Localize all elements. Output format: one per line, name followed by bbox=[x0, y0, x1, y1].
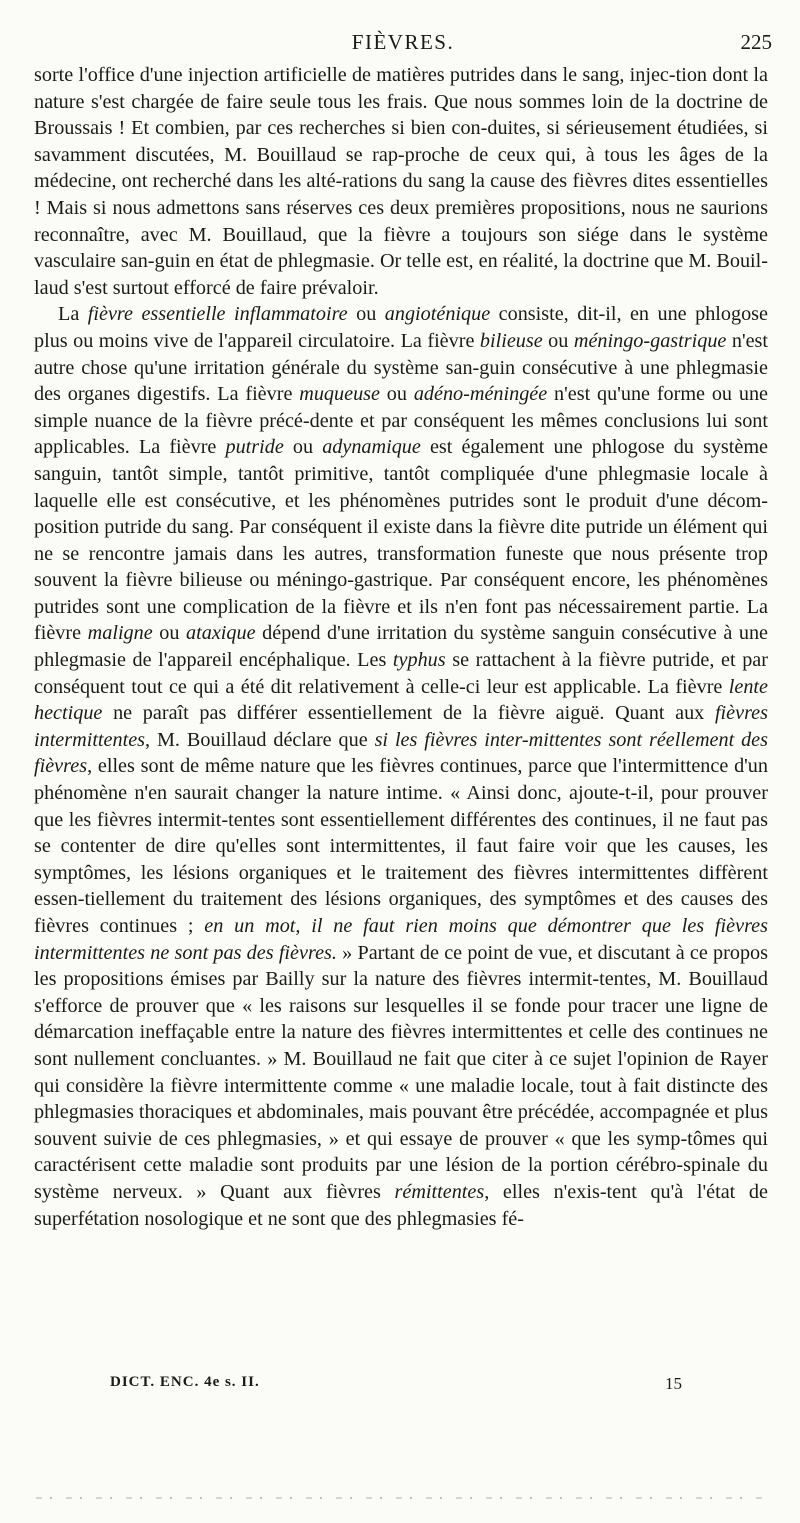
text-run: ou bbox=[347, 303, 385, 326]
printer-signature: DICT. ENC. 4e s. II. bbox=[110, 1374, 260, 1390]
text-run: dépend d'une irritation du système sanguin consécutive à une phlegmasie de l'appareil encéphalique. Les bbox=[34, 622, 768, 672]
italic-term: typhus bbox=[392, 649, 446, 672]
text-run: se rattachent à la fièvre putride, et par conséquent tout ce qui a été dit relativement à celle-ci leur est applicable. La fièvre bbox=[34, 649, 768, 698]
italic-term: adynamique bbox=[322, 436, 421, 459]
scan-artifact-line bbox=[36, 1497, 764, 1499]
text-run: ou bbox=[542, 329, 574, 352]
italic-term: fièvre essentielle inflammatoire bbox=[87, 303, 348, 326]
text-run: est également une phlogose du système sanguin, tantôt simple, tantôt primitive, tantôt compliquée d'une phlegmasie locale à laquelle elle est consécutive, et les phénomènes putrides sont le produit d'une décom-position putride du sang. Par conséquent il existe dans la fièvre dite putride un élément qui ne se rencontre jamais dans les autres, transformation funeste que nous présente trop souvent la fièvre bilieuse ou méningo-gastrique. Par conséquent encore, les phénomènes putrides sont une complication de la fièvre et ils n'en font pas nécessairement partie. La fièvre bbox=[34, 436, 769, 645]
text-run: La bbox=[58, 303, 88, 326]
italic-term: adéno-méningée bbox=[413, 383, 548, 406]
text-run: , elles n'exis-tent qu'à l'état de superfétation nosologique et ne sont que des phlegmasies fé- bbox=[34, 1180, 768, 1230]
sheet-number: 15 bbox=[665, 1374, 682, 1393]
page-header bbox=[34, 30, 772, 60]
text-run: ou bbox=[283, 436, 323, 459]
text-run: ou bbox=[152, 622, 187, 645]
italic-term: ataxique bbox=[186, 622, 256, 645]
text-run: ou bbox=[379, 383, 414, 406]
italic-term: maligne bbox=[87, 622, 153, 645]
text-run: ne paraît pas différer essentiellement de la fièvre aiguë. Quant aux bbox=[102, 702, 715, 725]
italic-term: en un mot, il ne faut rien moins que démontrer que les fièvres intermittentes ne sont pas des fièvres. bbox=[34, 915, 768, 964]
page-number: 225 bbox=[740, 30, 772, 54]
paragraph bbox=[34, 62, 768, 301]
italic-term: muqueuse bbox=[299, 383, 380, 406]
italic-term: lente hectique bbox=[34, 675, 768, 725]
italic-term: putride bbox=[225, 436, 284, 459]
text-run: » Partant de ce point de vue, et discutant à ce propos les propositions émises par Bailly sur la nature des fièvres intermit-tentes, M. Bouillaud s'efforce de prouver que « les raisons sur lesquelles il se fonde pour tracer une ligne de démarcation ineffaçable entre la nature des fièvres intermittentes et celle des continues ne sont nullement concluantes. » M. Bouillaud ne fait que citer à ce sujet l'opinion de Rayer qui considère la fièvre intermittente comme « une maladie locale, tout à fait distincte des phlegmasies thoraciques et abdominales, mais pouvant être précédée, accompagnée et plus souvent suivie de ces phlegmasies, » et qui essaye de prouver « que les symp-tômes qui caractérisent cette maladie sont produits par une lésion de la portion cérébro-spinale du système nerveux. » Quant aux fièvres bbox=[34, 941, 768, 1203]
text-run: , M. Bouillaud déclare que bbox=[145, 728, 375, 751]
body-text bbox=[34, 62, 768, 1232]
running-title: FIÈVRES. bbox=[351, 30, 455, 54]
italic-term: méningo-gastrique bbox=[573, 329, 727, 352]
paragraph bbox=[34, 301, 768, 1232]
text-run: , elles sont de même nature que les fièvres continues, parce que l'intermittence d'un phénomène n'en saurait changer la nature intime. « Ainsi donc, ajoute-t-il, pour prouver que les fièvres intermit-tentes sont essentiellement différentes des continues, il ne faut pas se contenter de dire qu'elles sont intermittentes, il faut faire voir que les causes, les symptômes, les lésions organiques et le traitement des fièvres intermittentes diffèrent essen-tiellement du traitement des lésions organiques, des symptômes et des causes des fièvres continues ; bbox=[34, 755, 768, 937]
italic-term: angioténique bbox=[384, 303, 491, 326]
italic-term: bilieuse bbox=[479, 329, 543, 352]
text-run: sorte l'office d'une injection artificielle de matières putrides dans le sang, injec-tion dont la nature s'est chargée de faire seule tous les frais. Que nous sommes loin de la doctrine de Broussais ! Et combien, par ces recherches si bien con-duites, si sérieusement étudiées, si savamment discutées, M. Bouillaud se rap-proche de ceux qui, à tous les âges de la médecine, ont recherché dans les alté-rations du sang la cause des fièvres dites essentielles ! Mais si nous admettons sans réserves ces deux premières propositions, nous ne saurions reconnaître, avec M. Bouillaud, que la fièvre a toujours son siége dans le système vasculaire san-guin en état de phlegmasie. Or telle est, en réalité, la doctrine que M. Bouil-laud s'est surtout efforcé de faire prévaloir. bbox=[34, 64, 768, 299]
text-run: n'est autre chose qu'une irritation générale du système san-guin consécutive à une phlegmasie des organes digestifs. La fièvre bbox=[34, 329, 769, 406]
text-run: consiste, dit-il, en une phlogose plus ou moins vive de l'appareil circulatoire. La fièvre bbox=[34, 303, 768, 352]
italic-term: rémittentes bbox=[394, 1180, 485, 1203]
italic-term: si les fièvres inter-mittentes sont réellement des fièvres bbox=[34, 728, 768, 778]
italic-term: fièvres intermittentes bbox=[34, 702, 768, 751]
text-run: n'est qu'une forme ou une simple nuance de la fièvre précé-dente et par conséquent les mêmes conclusions lui sont applicables. La fièvre bbox=[34, 383, 768, 459]
